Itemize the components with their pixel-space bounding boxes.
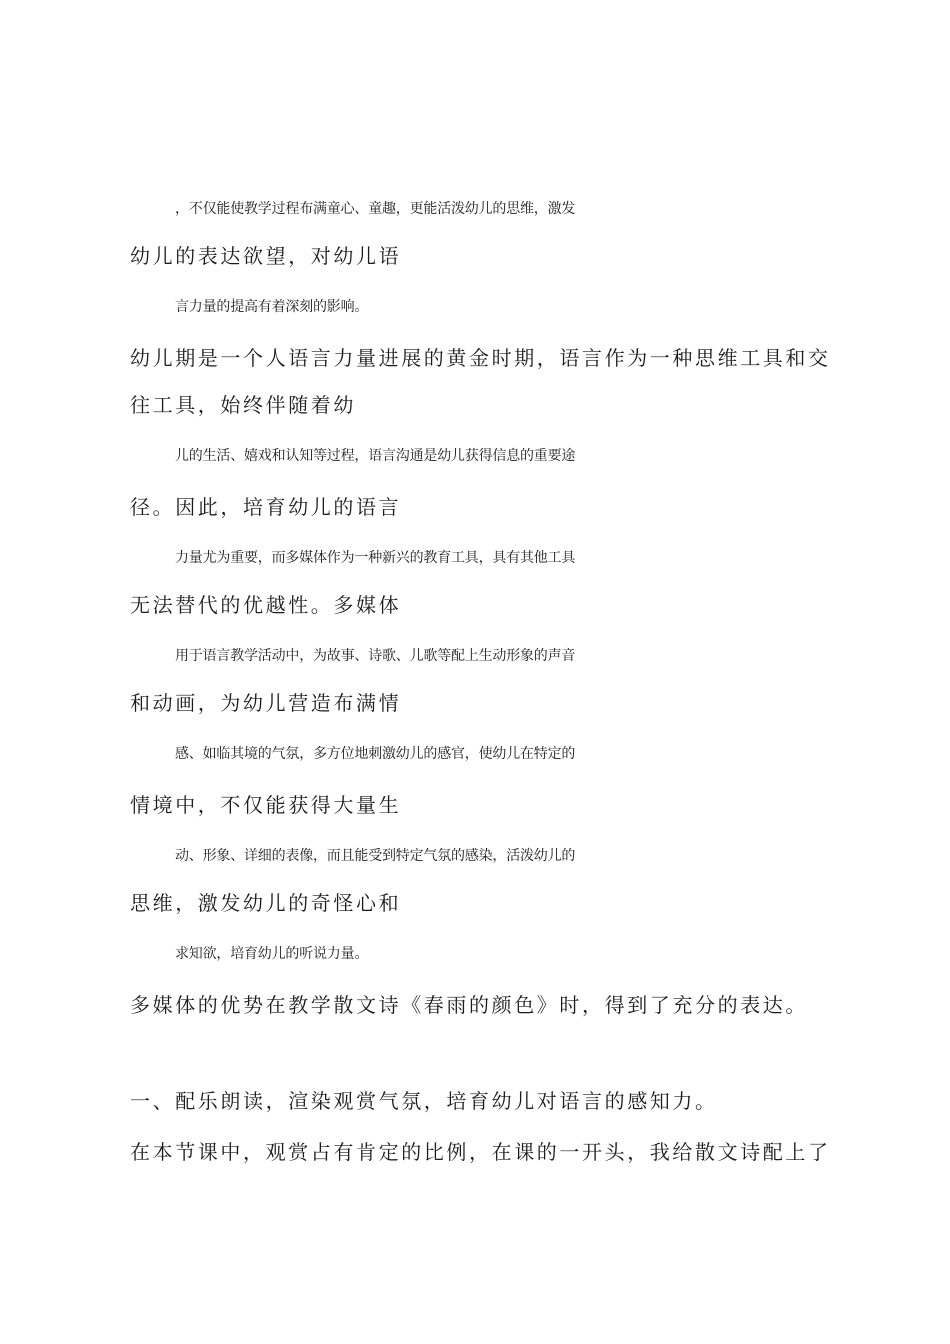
text-line: 求知欲，培育幼儿的听说力量。: [175, 946, 369, 962]
text-line: 在本节课中，观赏占有肯定的比例，在课的一开头，我给散文诗配上了: [130, 1140, 831, 1164]
text-line: 和动画，为幼儿营造布满情: [130, 691, 402, 715]
text-line: 用于语言教学活动中，为故事、诗歌、儿歌等配上生动形象的声音: [175, 648, 576, 664]
text-line: 思维，激发幼儿的奇怪心和: [130, 891, 402, 915]
text-line: 力量尤为重要，而多媒体作为一种新兴的教育工具，具有其他工具: [175, 550, 576, 566]
text-line: 往工具，始终伴随着幼: [130, 393, 356, 417]
text-line: ，不仅能使教学过程布满童心、童趣，更能活泼幼儿的思维，激发: [175, 201, 576, 217]
section-heading: 一、配乐朗读，渲染观赏气氛，培育幼儿对语言的感知力。: [130, 1089, 718, 1113]
text-line: 幼儿期是一个人语言力量进展的黄金时期，语言作为一种思维工具和交: [130, 346, 831, 370]
text-line: 无法替代的优越性。多媒体: [130, 593, 402, 617]
text-line: 感、如临其境的气氛，多方位地刺激幼儿的感官，使幼儿在特定的: [175, 746, 576, 762]
text-line: 情境中，不仅能获得大量生: [130, 793, 402, 817]
text-line: 幼儿的表达欲望，对幼儿语: [130, 244, 402, 268]
text-line: 言力量的提高有着深刻的影响。: [175, 299, 369, 315]
text-line: 儿的生活、嬉戏和认知等过程，语言沟通是幼儿获得信息的重要途: [175, 448, 576, 464]
text-line: 动、形象、详细的表像，而且能受到特定气氛的感染，活泼幼儿的: [175, 848, 576, 864]
text-line: 多媒体的优势在教学散文诗《春雨的颜色》时，得到了充分的表达。: [130, 993, 808, 1017]
text-line: 径。因此，培育幼儿的语言: [130, 495, 402, 519]
